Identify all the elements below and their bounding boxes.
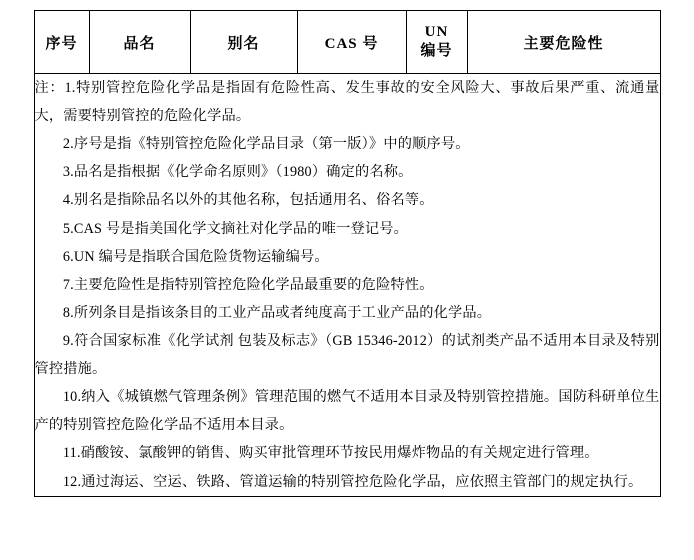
note-item: 2.序号是指《特别管控危险化学品目录（第一版）》中的顺序号。 xyxy=(62,136,470,153)
note-item: 11.硝酸铵、氯酸钾的销售、购买审批管理环节按民用爆炸物品的有关规定进行管理。 xyxy=(62,445,599,462)
column-header-alias: 别名 xyxy=(190,11,297,74)
table-body xyxy=(34,74,660,497)
column-header-un-number xyxy=(406,11,467,74)
notes-cell xyxy=(34,74,660,497)
note-item: 注：1.特别管控危险化学品是指固有危险性高、发生事故的安全风险大、事故后果严重、流通量大，需要特别管控的危险化学品。 xyxy=(34,80,660,125)
note-item: 6.UN 编号是指联合国危险货物运输编号。 xyxy=(62,248,329,265)
table-header-row xyxy=(34,11,660,74)
note-item: 7.主要危险性是指特别管控危险化学品最重要的危险特性。 xyxy=(62,276,434,293)
un-number-line-1: UN xyxy=(424,24,449,41)
note-item: 5.CAS 号是指美国化学文摘社对化学品的唯一登记号。 xyxy=(62,220,409,237)
table-header xyxy=(34,11,660,74)
column-header-product-name: 品名 xyxy=(89,11,190,74)
column-header-main-hazard: 主要危险性 xyxy=(467,11,660,74)
column-header-cas-number: CAS 号 xyxy=(297,11,406,74)
notes-row xyxy=(34,74,660,497)
un-number-line-2: 编号 xyxy=(420,43,453,59)
note-item: 12.通过海运、空运、铁路、管道运输的特别管控危险化学品，应依照主管部门的规定执行。 xyxy=(62,473,643,490)
hazardous-chemicals-table xyxy=(34,10,661,497)
note-item: 8.所列条目是指该条目的工业产品或者纯度高于工业产品的化学品。 xyxy=(62,304,492,321)
note-item: 4.别名是指除品名以外的其他名称，包括通用名、俗名等。 xyxy=(62,192,434,209)
note-item: 3.品名是指根据《化学命名原则》（1980）确定的名称。 xyxy=(62,164,413,181)
note-item: 9.符合国家标准《化学试剂 包装及标志》（GB 15346-2012）的试剂类产品不适用本目录及特别管控措施。 xyxy=(34,332,660,378)
column-header-sequence: 序号 xyxy=(34,11,89,74)
note-item: 10.纳入《城镇燃气管理条例》管理范围的燃气不适用本目录及特别管控措施。国防科研单位生产的特别管控危险化学品不适用本目录。 xyxy=(34,389,660,434)
